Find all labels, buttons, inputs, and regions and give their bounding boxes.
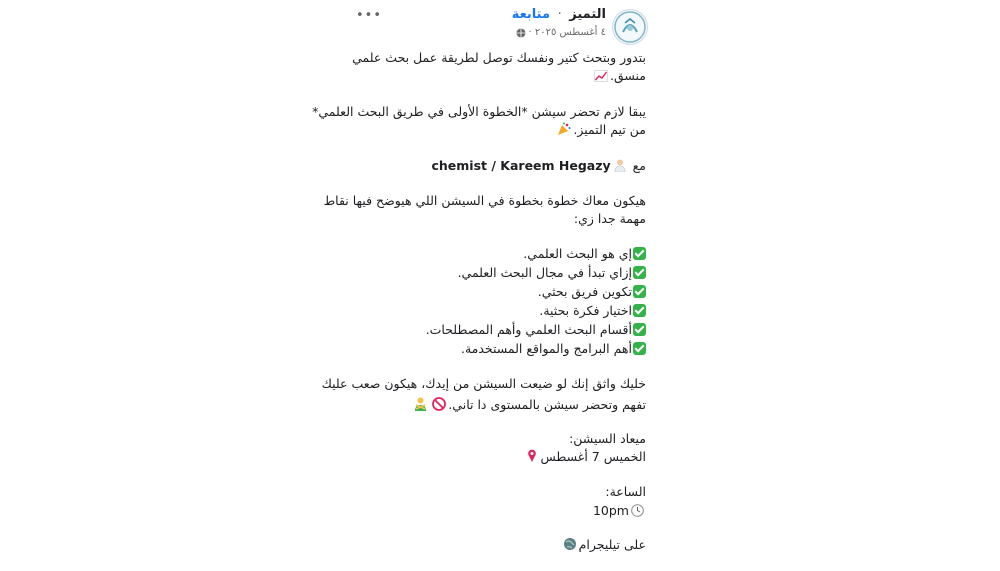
page-name-line [512,7,606,22]
text-line-15 [348,396,646,414]
text-line-3 [312,103,646,121]
post-header [348,6,650,44]
post-date[interactable]: ٤ أغسطس ٢٠٢٥ · [528,27,606,38]
text-line-18 [348,483,646,501]
text-l14: خليك واثق إنك لو ضيعت السيشن من إيدك، هيكون صعب عليك [321,376,646,391]
text-line-17 [348,448,646,466]
text-l16: ميعاد السيشن: [569,431,646,446]
more-options-icon[interactable]: ••• [356,8,383,23]
clock-icon [631,504,644,517]
post-card [312,0,650,571]
text-line-16 [348,430,646,448]
text-l5-prefix: مع [632,158,646,173]
scientist-icon [613,158,627,172]
globe-emoji-icon [563,537,577,551]
text-line-19 [348,502,646,520]
text-line-1 [348,49,646,67]
session-time: 10pm [592,503,629,518]
text-line-7 [348,210,646,228]
follow-button[interactable]: متابعة [511,7,551,22]
text-line-4 [348,121,646,139]
check-icon [633,266,646,279]
text-line-5 [348,157,646,175]
topic-item [348,245,646,263]
speaker-name: chemist / Kareem Hegazy [431,158,611,173]
text-l4: من تيم التميز. [573,122,646,137]
topic-text: إي هو البحث العلمي. [523,246,632,261]
text-line-6 [323,192,646,210]
text-line-20 [348,536,646,554]
check-icon [633,247,646,260]
text-l1: بتدور وبتحث كتير ونفسك توصل لطريقة عمل بحث علمي [352,50,646,65]
text-l18: الساعة: [605,484,646,499]
person-gesturing-no-icon [413,396,428,411]
party-popper-icon [557,122,571,136]
text-l17: الخميس 7 أغسطس [540,449,646,464]
topic-text: إزاي تبدأ في مجال البحث العلمي. [457,265,632,280]
text-l15: تفهم وتحضر سيشن بالمستوى دا تاني. [448,397,646,412]
no-entry-icon [432,397,446,411]
text-l20: على تيليجرام [578,537,646,552]
topic-text: أهم البرامج والمواقع المستخدمة. [460,341,632,356]
post-meta [516,27,606,38]
check-icon [633,285,646,298]
topic-item [348,321,646,339]
topic-item [348,264,646,282]
topic-text: تكوين فريق بحثي. [537,284,632,299]
topic-item [348,283,646,301]
page-avatar-icon[interactable] [612,9,648,45]
text-l2: منسق. [609,68,646,83]
text-line-2 [348,67,646,85]
chart-icon [594,70,608,82]
topic-item [348,302,646,320]
globe-icon [516,28,526,38]
topic-text: أقسام البحث العلمي وأهم المصطلحات. [425,322,632,337]
check-icon [633,323,646,336]
text-l3: يبقا لازم تحضر سيشن *الخطوة الأولى في طريق البحث العلمي* [312,104,646,119]
check-icon [633,304,646,317]
text-l7: مهمة جدا زي: [573,211,646,226]
topic-text: اختيار فكرة بحثية. [539,303,632,318]
topic-item [348,340,646,358]
page-name-link[interactable]: التميز [569,7,606,22]
text-line-14 [321,375,646,393]
name-separator: · [557,7,562,22]
check-icon [633,342,646,355]
pin-icon [526,449,538,463]
text-l6: هيكون معاك خطوة بخطوة في السيشن اللي هيوضح فيها نقاط [323,193,646,208]
